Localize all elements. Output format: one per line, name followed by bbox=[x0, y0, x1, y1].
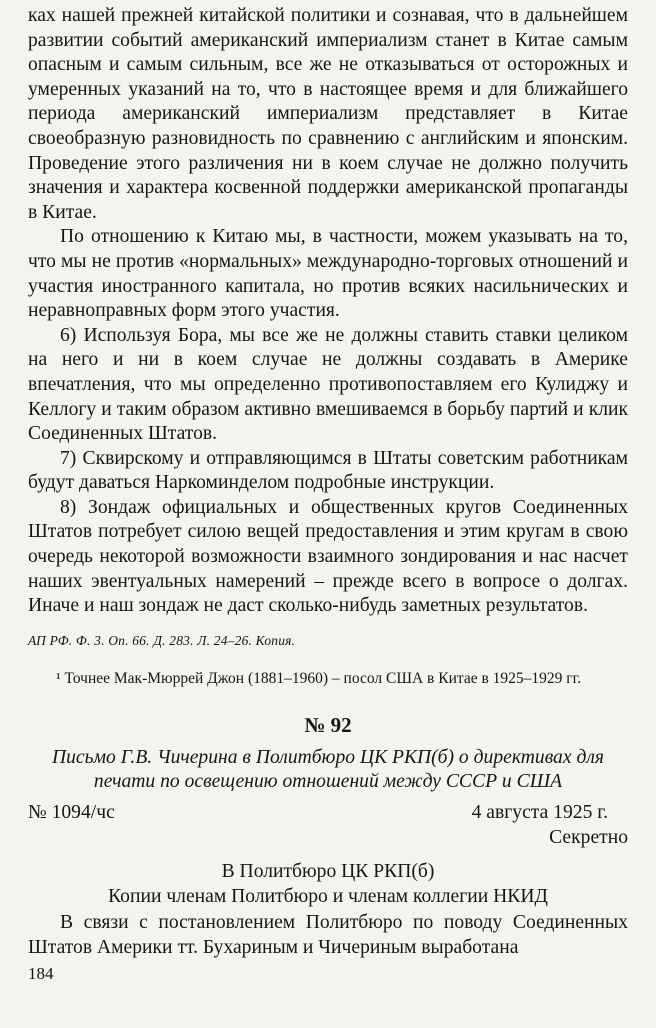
page-number: 184 bbox=[28, 964, 54, 983]
document-title: Письмо Г.В. Чичерина в Политбюро ЦК РКП(б) о директивах для печати по освещению отношений между СССР и США bbox=[51, 746, 605, 793]
document-date: 4 августа 1925 г. bbox=[471, 802, 608, 824]
document-number: № 92 bbox=[304, 712, 352, 737]
archive-reference: АП РФ. Ф. 3. Оп. 66. Д. 283. Л. 24–26. Копия. bbox=[28, 632, 296, 648]
addressee: В Политбюро ЦК РКП(б) bbox=[221, 861, 435, 883]
paragraph-point-6: 6) Используя Бора, мы все же не должны ставить ставки целиком на него и ни в коем случае не должны создавать в Америке впечатления, что мы определенно противопоставляем его Кулиджу и Келлогу и таким образом активно вмешиваемся в борьбу партий и клик Соединенных Штатов. bbox=[28, 324, 628, 445]
paragraph-china-relations: По отношению к Китаю мы, в частности, можем указывать на то, что мы не против «нормальных» международно-торговых отношений и участия иностранного капитала, но против всяких насильнических и неравноправных форм этого участия. bbox=[28, 226, 628, 322]
main-text bbox=[28, 4, 628, 619]
document-meta bbox=[28, 801, 628, 826]
paragraph-point-7: 7) Сквирскому и отправляющимся в Штаты советским работникам будут даваться Наркоминделом подробные инструкции. bbox=[28, 447, 628, 494]
copies-line: Копии членам Политбюро и членам коллегии НКИД bbox=[108, 885, 548, 907]
classification-label: Секретно bbox=[549, 826, 628, 848]
footnote: ¹ Точнее Мак-Мюррей Джон (1881–1960) – посол США в Китае в 1925–1929 гг. bbox=[56, 669, 582, 687]
opening-paragraph: В связи с постановлением Политбюро по поводу Соединенных Штатов Америки тт. Бухариным и Чичериным выработана bbox=[28, 912, 628, 958]
registration-number: № 1094/чс bbox=[28, 802, 115, 824]
paragraph-point-8: 8) Зондаж официальных и общественных кругов Соединенных Штатов потребует силою вещей предоставления и этим кругам в свою очередь некоторой возможности взаимного зондирования и нас насчет наших эвентуальных намерений – прежде всего в вопросе о долгах. Иначе и наш зондаж не даст сколько-нибудь заметных результатов. bbox=[28, 496, 628, 617]
paragraph-continuation: ках нашей прежней китайской политики и сознавая, что в дальнейшем развитии событий американский империализм станет в Китае самым опасным и самым сильным, все же не отказываться от осторожных и умеренных указаний на то, что в настоящее время и для ближайшего периода американский империализм представляет в Китае своеобразную разновидность по сравнению с английским и японским. Проведение этого различения ни в коем случае не должно получить значения и характера косвенной поддержки американской пропаганды в Китае. bbox=[28, 5, 628, 223]
